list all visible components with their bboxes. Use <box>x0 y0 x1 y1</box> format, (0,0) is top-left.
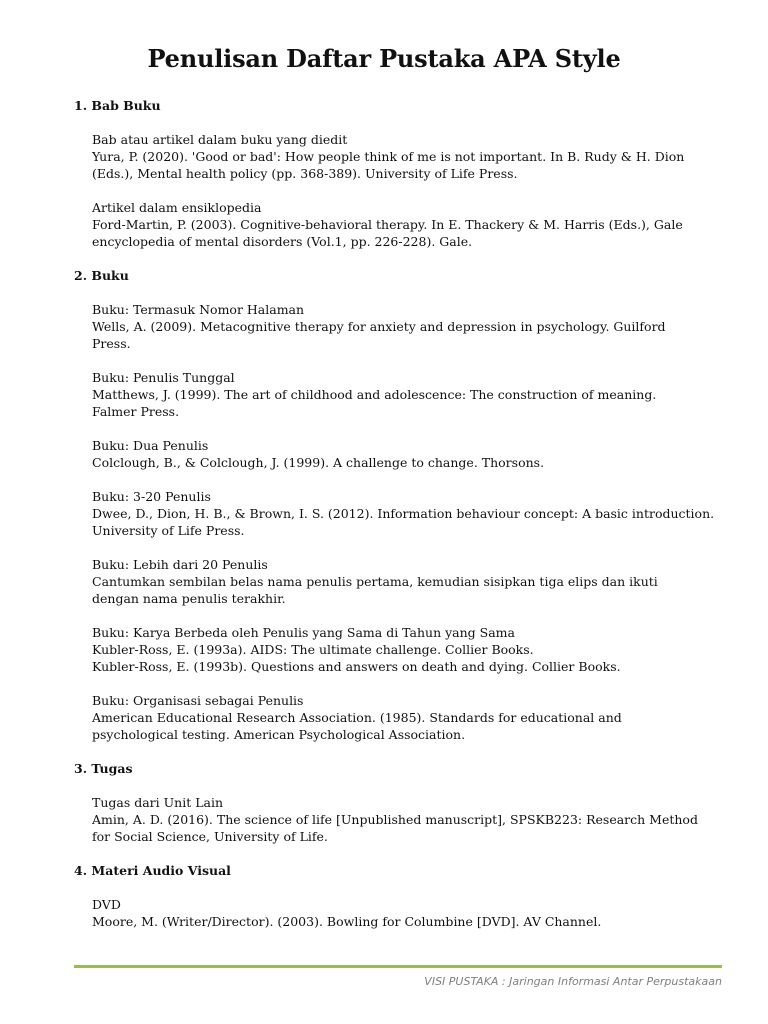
entry-label: Buku: Organisasi sebagai Penulis <box>92 693 304 708</box>
reference-entry <box>92 794 730 845</box>
section <box>74 760 730 845</box>
citation-line: Kubler-Ross, E. (1993a). AIDS: The ultimate challenge. Collier Books. <box>92 642 534 657</box>
reference-entry <box>92 199 730 250</box>
section-entries <box>74 131 730 250</box>
section-heading: 4. Materi Audio Visual <box>74 863 231 878</box>
reference-entry <box>92 556 730 607</box>
entry-label: Buku: Lebih dari 20 Penulis <box>92 557 268 572</box>
citation-line: University of Life Press. <box>92 523 245 538</box>
citation-line: Dwee, D., Dion, H. B., & Brown, I. S. (2012). Information behaviour concept: A basic introduction. <box>92 506 715 521</box>
citation-line: Cantumkan sembilan belas nama penulis pertama, kemudian sisipkan tiga elips dan ikuti <box>92 574 658 589</box>
entry-label: Buku: Karya Berbeda oleh Penulis yang Sama di Tahun yang Sama <box>92 625 515 640</box>
footer-text: VISI PUSTAKA : Jaringan Informasi Antar Perpustakaan <box>424 975 722 988</box>
reference-entry <box>92 624 730 675</box>
reference-entry <box>92 369 730 420</box>
reference-entry <box>92 301 730 352</box>
section-entries <box>74 896 730 930</box>
section-heading: 2. Buku <box>74 268 129 283</box>
citation-line: Wells, A. (2009). Metacognitive therapy for anxiety and depression in psychology. Guilford <box>92 319 666 334</box>
citation-line: Falmer Press. <box>92 404 180 419</box>
document-body <box>74 97 730 947</box>
section-entries <box>74 301 730 743</box>
citation-line: Matthews, J. (1999). The art of childhood and adolescence: The construction of meaning. <box>92 387 657 402</box>
citation-line: dengan nama penulis terakhir. <box>92 591 286 606</box>
section-entries <box>74 794 730 845</box>
entry-label: DVD <box>92 897 121 912</box>
entry-label: Buku: Termasuk Nomor Halaman <box>92 302 305 317</box>
citation-line: for Social Science, University of Life. <box>92 829 328 844</box>
entry-label: Artikel dalam ensiklopedia <box>92 200 262 215</box>
citation-line: Moore, M. (Writer/Director). (2003). Bowling for Columbine [DVD]. AV Channel. <box>92 914 602 929</box>
section-heading: 3. Tugas <box>74 761 133 776</box>
entry-label: Buku: 3-20 Penulis <box>92 489 211 504</box>
citation-line: Ford-Martin, P. (2003). Cognitive-behavioral therapy. In E. Thackery & M. Harris (Eds.), Gale <box>92 217 683 232</box>
page-title: Penulisan Daftar Pustaka APA Style <box>147 44 621 73</box>
entry-label: Bab atau artikel dalam buku yang diedit <box>92 132 348 147</box>
entry-label: Tugas dari Unit Lain <box>92 795 224 810</box>
citation-line: Press. <box>92 336 131 351</box>
citation-line: encyclopedia of mental disorders (Vol.1, pp. 226-228). Gale. <box>92 234 473 249</box>
section <box>74 97 730 250</box>
citation-line: Kubler-Ross, E. (1993b). Questions and answers on death and dying. Collier Books. <box>92 659 621 674</box>
citation-line: Amin, A. D. (2016). The science of life [Unpublished manuscript], SPSKB223: Research Method <box>92 812 698 827</box>
citation-line: psychological testing. American Psychological Association. <box>92 727 466 742</box>
section <box>74 862 730 930</box>
citation-line: American Educational Research Association. (1985). Standards for educational and <box>92 710 622 725</box>
reference-entry <box>92 131 730 182</box>
reference-entry <box>92 896 730 930</box>
citation-line: Colclough, B., & Colclough, J. (1999). A challenge to change. Thorsons. <box>92 455 545 470</box>
footer-divider <box>74 965 722 968</box>
reference-entry <box>92 437 730 471</box>
section <box>74 267 730 743</box>
entry-label: Buku: Penulis Tunggal <box>92 370 235 385</box>
entry-label: Buku: Dua Penulis <box>92 438 209 453</box>
citation-line: (Eds.), Mental health policy (pp. 368-389). University of Life Press. <box>92 166 518 181</box>
section-heading: 1. Bab Buku <box>74 98 161 113</box>
reference-entry <box>92 488 730 539</box>
citation-line: Yura, P. (2020). 'Good or bad': How people think of me is not important. In B. Rudy & H. Dion <box>92 149 685 164</box>
reference-entry <box>92 692 730 743</box>
